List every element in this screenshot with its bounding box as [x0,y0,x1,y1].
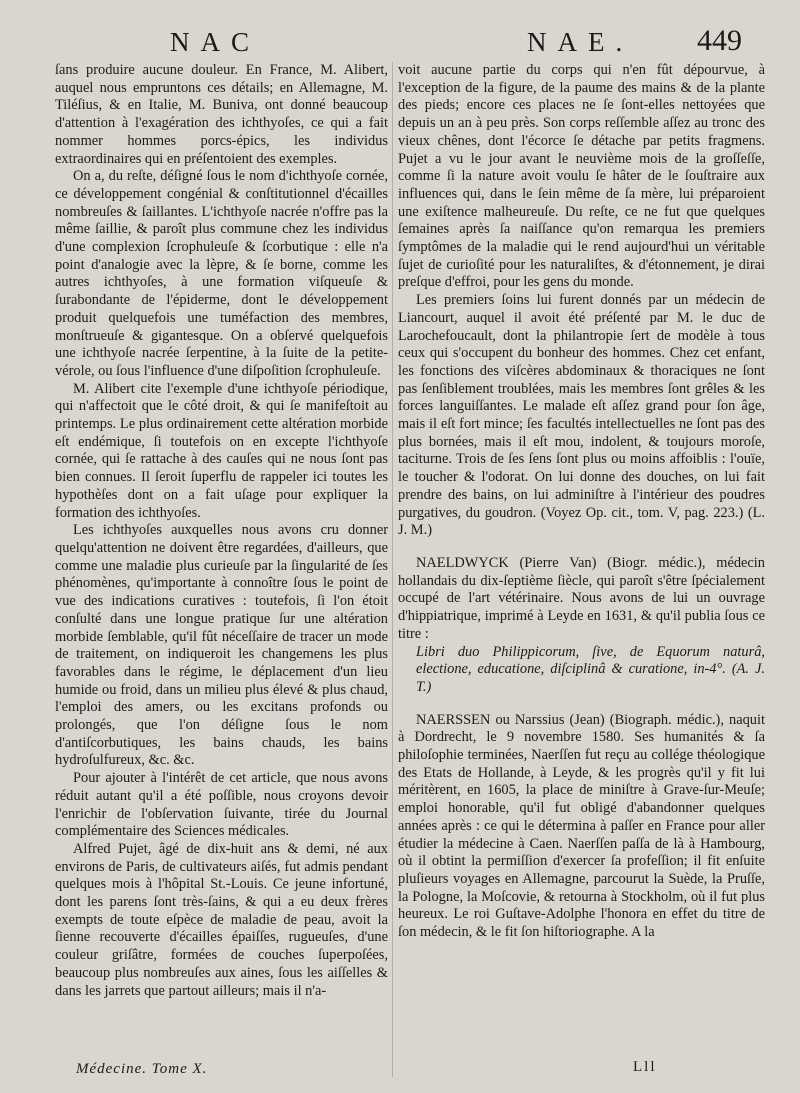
sheet-mark: Lll [633,1059,657,1075]
entry-naeldwyck: NAELDWYCK (Pierre Van) (Biogr. médic.), médecin hollandais du dix-ſeptième ſiècle, qui paroît s'être ſpécialement occupé de l'art vétérinaire. Nous avons de lui un ouvrage d'hippiatrique, imprimé à Leyde en 1631, & qu'il publia ſous ce titre : [398,554,765,642]
running-head-right: NAE. [527,27,634,57]
paragraph-pujet-continued: voit aucune partie du corps qui n'en fût dépourvue, à l'exception de la figure, de la paume des mains & de la plante des pieds; encore ces places ne ſe ſont-elles nettoyées que depuis un an à peu près. Son corps reſſemble aſſez au tronc des vieux chênes, dont l'écorce ſe détache par petits fragmens. Pujet a vu le jour avant le neuvième mois de la groſſeſſe, comme ſi la nature avoit voulu ſe hâter de le ſouſtraire aux influences qui, dans le ſein même de ſa mère, lui préparoient une exiſtence malheureuſe. Du reſte, ce ne fut que quelques ſemaines après ſa naiſſance qu'on remarqua les premiers ſymptômes de la maladie qui le rend aujourd'hui un véritable ſujet de curioſité pour les naturaliſtes, & d'étonnement, je dirai preſque d'effroi, pour les gens du monde. [398,62,765,291]
paragraph-alfred-pujet: Alfred Pujet, âgé de dix-huit ans & demi, né aux environs de Paris, de cultivateurs aiſés, fut admis pendant quelques mois à l'hôpital St.-Louis. Ce jeune infortuné, dont les parens ſont très-ſains, & qui a eu deux frères exempts de toute eſpèce de maladie de peau, avoit la ſienne recouverte d'écailles épaiſſes, rugueuſes, d'une couleur griſâtre, formées de couches ſuperpoſées, beaucoup plus nombreuſes aux aines, ſous les aiſſelles & dans les jarrets que partout ailleurs; mais il n'a- [55,840,388,999]
running-head-left: NAC [170,27,261,57]
paragraph-continuation: ſans produire aucune douleur. En France, M. Alibert, auquel nous empruntons ces détails; en Allemagne, M. Tiléſius, & en Italie, M. Buniva, ont donné beaucoup d'attention à l'exagération des ichthyoſes, ce qui a fait nommer hommes porcs-épics, les individus extraordinaires qui en préſentoient des exemples. [55,62,388,167]
entry-naeldwyck-title: Libri duo Philippicorum, ſive, de Equorum naturâ, electione, educatione, diſciplinâ & curatione, in-4°. (A. J. T.) [416,643,765,695]
column-divider [392,62,393,1077]
paragraph-observation-intro: Pour ajouter à l'intérêt de cet article, que nous avons réduit autant qu'il a été poſſible, nous croyons devoir l'enrichir de l'obſervation ſuivante, tirée du Journal complémentaire des Sciences médicales. [55,770,388,840]
signature-line: Médecine. Tome X. [76,1061,208,1077]
paragraph-treatment: Les ichthyoſes auxquelles nous avons cru donner quelqu'attention ne doivent être regardées, d'ailleurs, que comme une maladie plus curieuſe par la ſingularité de ſes phénomènes, qu'importante à connoître ſous le point de vue des indications curatives : toutefois, ſi l'on étoit conſulté dans une longue pratique ſur une altération morbide ſemblable, qu'il fût néceſſaire de tracer un mode de traitement, on indiqueroit les changemens les plus favorables dans le régime, le déplacement d'un lieu humide ou froid, dans un milieu plus élevé & plus chaud, l'emploi des amers, ou les excitans profonds ou prolongés, que l'on déſigne ſous le nom d'antiſcorbutiques, les bains chauds, les bains hydroſulfureux, &c. &c. [55,522,388,769]
entry-naerssen: NAERSSEN ou Narssius (Jean) (Biograph. médic.), naquit à Dordrecht, le 9 novembre 1580. Ses humanités & ſa philoſophie terminées, Naerſſen fut reçu au collége théologique des Etats de Hollande, à Leyde, & les progrès qu'il y fit lui méritèrent, en 1605, la place de miniſtre à Grave-ſur-Meuſe; emploi honorable, qu'il fut obligé d'abandonner quelques années après : ce qui le détermina à paſſer en France pour aller étudier la médecine à Caen. Naerſſen paſſa de là à Hambourg, où il obtint la permiſſion d'exercer ſa profeſſion; il fit enſuite pluſieurs voyages en Allemagne, parcourut la Suède, la Pruſſe, la Pologne, la Moſcovie, & retourna à Stockholm, où il fut plus heureux. Le roi Guſtave-Adolphe l'honora en effet du titre de ſon médecin, & le fit ſon hiſtoriographe. A la [398,711,765,941]
page-number: 449 [697,24,742,57]
paragraph-first-care: Les premiers ſoins lui furent donnés par un médecin de Liancourt, auquel il avoit été préſenté par M. le duc de Larochefoucault, dont la philantropie ſert de modèle à tous ceux qui s'occupent du bonheur des hommes. Chez cet enfant, les fonctions des viſcères abdominaux & thoraciques ne ſont pas ſenſiblement troublées, mais les membres ſont grêles & les forces languiſſantes. Le malade eſt aſſez grand pour ſon âge, mais il eſt fort mince; ſes facultés intellectuelles ne ſont pas des plus bornées, mais il eſt mou, indolent, & toujours moroſe, taciturne. Trois de ſes ſens ſont plus ou moins affoiblis : l'ouïe, le toucher & l'odorat. On lui donne des douches, on lui fait prendre des bains, on lui adminiſtre à l'intérieur des poudres purgatives, du goudron. (Voyez Op. cit., tom. V, pag. 223.) (L. J. M.) [398,292,765,539]
right-column [398,62,765,942]
paragraph-alibert-example: M. Alibert cite l'exemple d'une ichthyoſe périodique, qui n'affectoit que le côté droit, & qui ſe manifeſtoit au printemps. Le plus ordinairement cette altération morbide eſt endémique, ſi toutefois on en excepte l'ichthyoſe cornée, qui ſe rattache à des cauſes qui ne nous ſont pas bien connues. Il ſeroit ſuperflu de rappeler ici toutes les hypothèſes dont on a fait uſage pour expliquer la formation des ichthyoſes. [55,380,388,521]
left-column [55,62,388,1000]
paragraph-ichthyose-cornee: On a, du reſte, déſigné ſous le nom d'ichthyoſe cornée, ce développement congénial & conſtitutionnel d'écailles nombreuſes & ſaillantes. L'ichthyoſe nacrée n'offre pas la même ſaillie, & paroît plus commune chez les individus d'une complexion ſcrophuleuſe & ſcorbutique : elle n'a point d'analogie avec la lèpre, & ſe borne, comme les autres ichthyoſes, à une formation viſqueuſe & ſurabondante de l'épiderme, dont le développement produit quelquefois une tuméfaction des membres, monſtrueuſe & gigantesque. On a obſervé quelquefois une ichthyoſe nacrée ſerpentine, à la ſuite de la petite-vérole, ou ſous l'influence d'une diſpoſition ſcrophuleuſe. [55,168,388,379]
